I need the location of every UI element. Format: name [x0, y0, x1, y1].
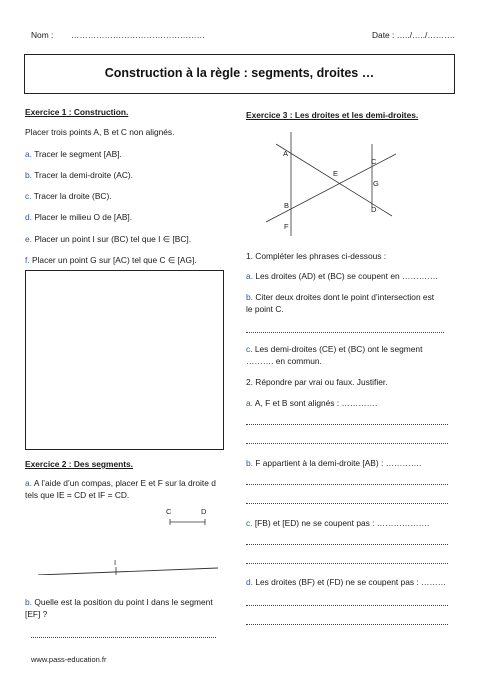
ex3-figure [260, 128, 400, 240]
ex2-answer-line[interactable] [31, 637, 216, 638]
name-label: Nom : [31, 30, 54, 40]
ex3-q2d-answer-1[interactable] [246, 605, 448, 606]
item-letter: c. [25, 191, 32, 201]
ex3-title: Exercice 3 : Les droites et les demi-droites. [246, 110, 419, 120]
label-g: G [373, 179, 379, 188]
item-text: Placer le milieu O de [AB]. [34, 212, 133, 222]
point-label-c: C [166, 507, 172, 516]
item-letter: c. [246, 518, 253, 528]
ex1-item-b [25, 170, 133, 181]
ex2-a-line2: tels que IE = CD et IF = CD. [25, 490, 130, 500]
ex2-figure [30, 505, 230, 575]
ex1-intro: Placer trois points A, B et C non alignés. [25, 127, 175, 137]
item-text: Tracer la droite (BC). [33, 191, 112, 201]
ex3-q2a-answer-1[interactable] [246, 424, 448, 425]
ex3-q1b-answer[interactable] [246, 332, 444, 333]
ex3-q2b-answer-1[interactable] [246, 484, 448, 485]
ex1-title: Exercice 1 : Construction. [25, 107, 129, 117]
ex3-q2a [246, 398, 377, 409]
item-text: Citer deux droites dont le point d’intersection est [255, 292, 435, 302]
ex3-q1c-line2: ………. en commun. [246, 356, 322, 366]
item-text: A l’aide d’un compas, placer E et F sur la droite d [33, 478, 216, 488]
ex3-q2a-answer-2[interactable] [246, 443, 448, 444]
ex3-q1b-line1 [246, 292, 434, 303]
date-label: Date : …../…../………. [372, 30, 455, 40]
ex3-q2d-answer-2[interactable] [246, 624, 448, 625]
item-letter: a. [25, 149, 32, 159]
item-letter: a. [25, 478, 32, 488]
ex3-q2c-answer-2[interactable] [246, 563, 448, 564]
item-text: Quelle est la position du point I dans le segment [34, 597, 213, 607]
item-text: Placer un point G sur [AC) tel que C ∈ [AG]. [31, 255, 197, 265]
item-text: Tracer le segment [AB]. [34, 149, 122, 159]
item-letter: b. [246, 458, 253, 468]
item-text: [FB) et [ED) ne se coupent pas : ………………. [254, 518, 430, 528]
ex3-q1a [246, 271, 438, 282]
item-letter: f. [25, 255, 30, 265]
item-letter: b. [25, 597, 32, 607]
ex3-q2b-answer-2[interactable] [246, 503, 448, 504]
ex3-q1b-line2: le point C. [246, 304, 284, 314]
item-text: Les droites (BF) et (FD) ne se coupent pas : ……… [255, 577, 447, 587]
footer-website: www.pass-education.fr [31, 655, 107, 664]
item-letter: c. [246, 344, 253, 354]
item-text: A, F et B sont alignés : …………. [254, 398, 378, 408]
ex2-title: Exercice 2 : Des segments. [25, 459, 134, 469]
point-label-i: I [114, 558, 117, 567]
ex3-q1 [246, 251, 386, 262]
item-letter: b. [25, 170, 32, 180]
ex1-item-a [25, 149, 122, 160]
item-text: Tracer la demi-droite (AC). [34, 170, 134, 180]
item-letter: e. [25, 234, 32, 244]
ex3-q2: 2. Répondre par vrai ou faux. Justifier. [246, 377, 388, 387]
name-dots: ………………………………………… [71, 30, 205, 40]
line-bc [266, 154, 396, 222]
ex1-item-f [25, 255, 197, 266]
ex1-item-c [25, 191, 112, 202]
ex3-q2b [246, 458, 422, 469]
title-box [24, 54, 455, 94]
label-e: E [333, 169, 339, 178]
item-text: Placer un point I sur (BC) tel que I ∈ [BC]. [34, 234, 192, 244]
line-d [38, 568, 218, 575]
label-c: C [371, 157, 377, 166]
label-d: D [371, 205, 377, 214]
item-text: Les droites (AD) et (BC) se coupent en …………. [255, 271, 438, 281]
label-f: F [284, 222, 289, 231]
ex3-q2d [246, 577, 446, 588]
ex2-b-line2: [EF] ? [25, 609, 48, 619]
drawing-area[interactable] [25, 270, 224, 450]
item-letter: d. [246, 577, 253, 587]
label-b: B [284, 201, 290, 210]
page-title: Construction à la règle : segments, droites … [104, 66, 375, 81]
ex3-q1c-line1 [246, 344, 422, 355]
ex3-q2c [246, 518, 429, 529]
label-a: A [283, 149, 289, 158]
q1-text: 1. Compléter les phrases ci-dessous : [246, 251, 387, 261]
item-letter: b. [246, 292, 253, 302]
item-letter: a. [246, 271, 253, 281]
ex3-q2c-answer-1[interactable] [246, 544, 448, 545]
ex2-b-line1 [25, 597, 213, 608]
ex1-item-d [25, 212, 132, 223]
item-text: F appartient à la demi-droite [AB) : …………. [255, 458, 422, 468]
item-text: Les demi-droites (CE) et (BC) ont le segment [254, 344, 423, 354]
point-label-d: D [201, 507, 207, 516]
item-letter: d. [25, 212, 32, 222]
ex1-item-e [25, 234, 191, 245]
ex2-a-line1 [25, 478, 216, 489]
item-letter: a. [246, 398, 253, 408]
